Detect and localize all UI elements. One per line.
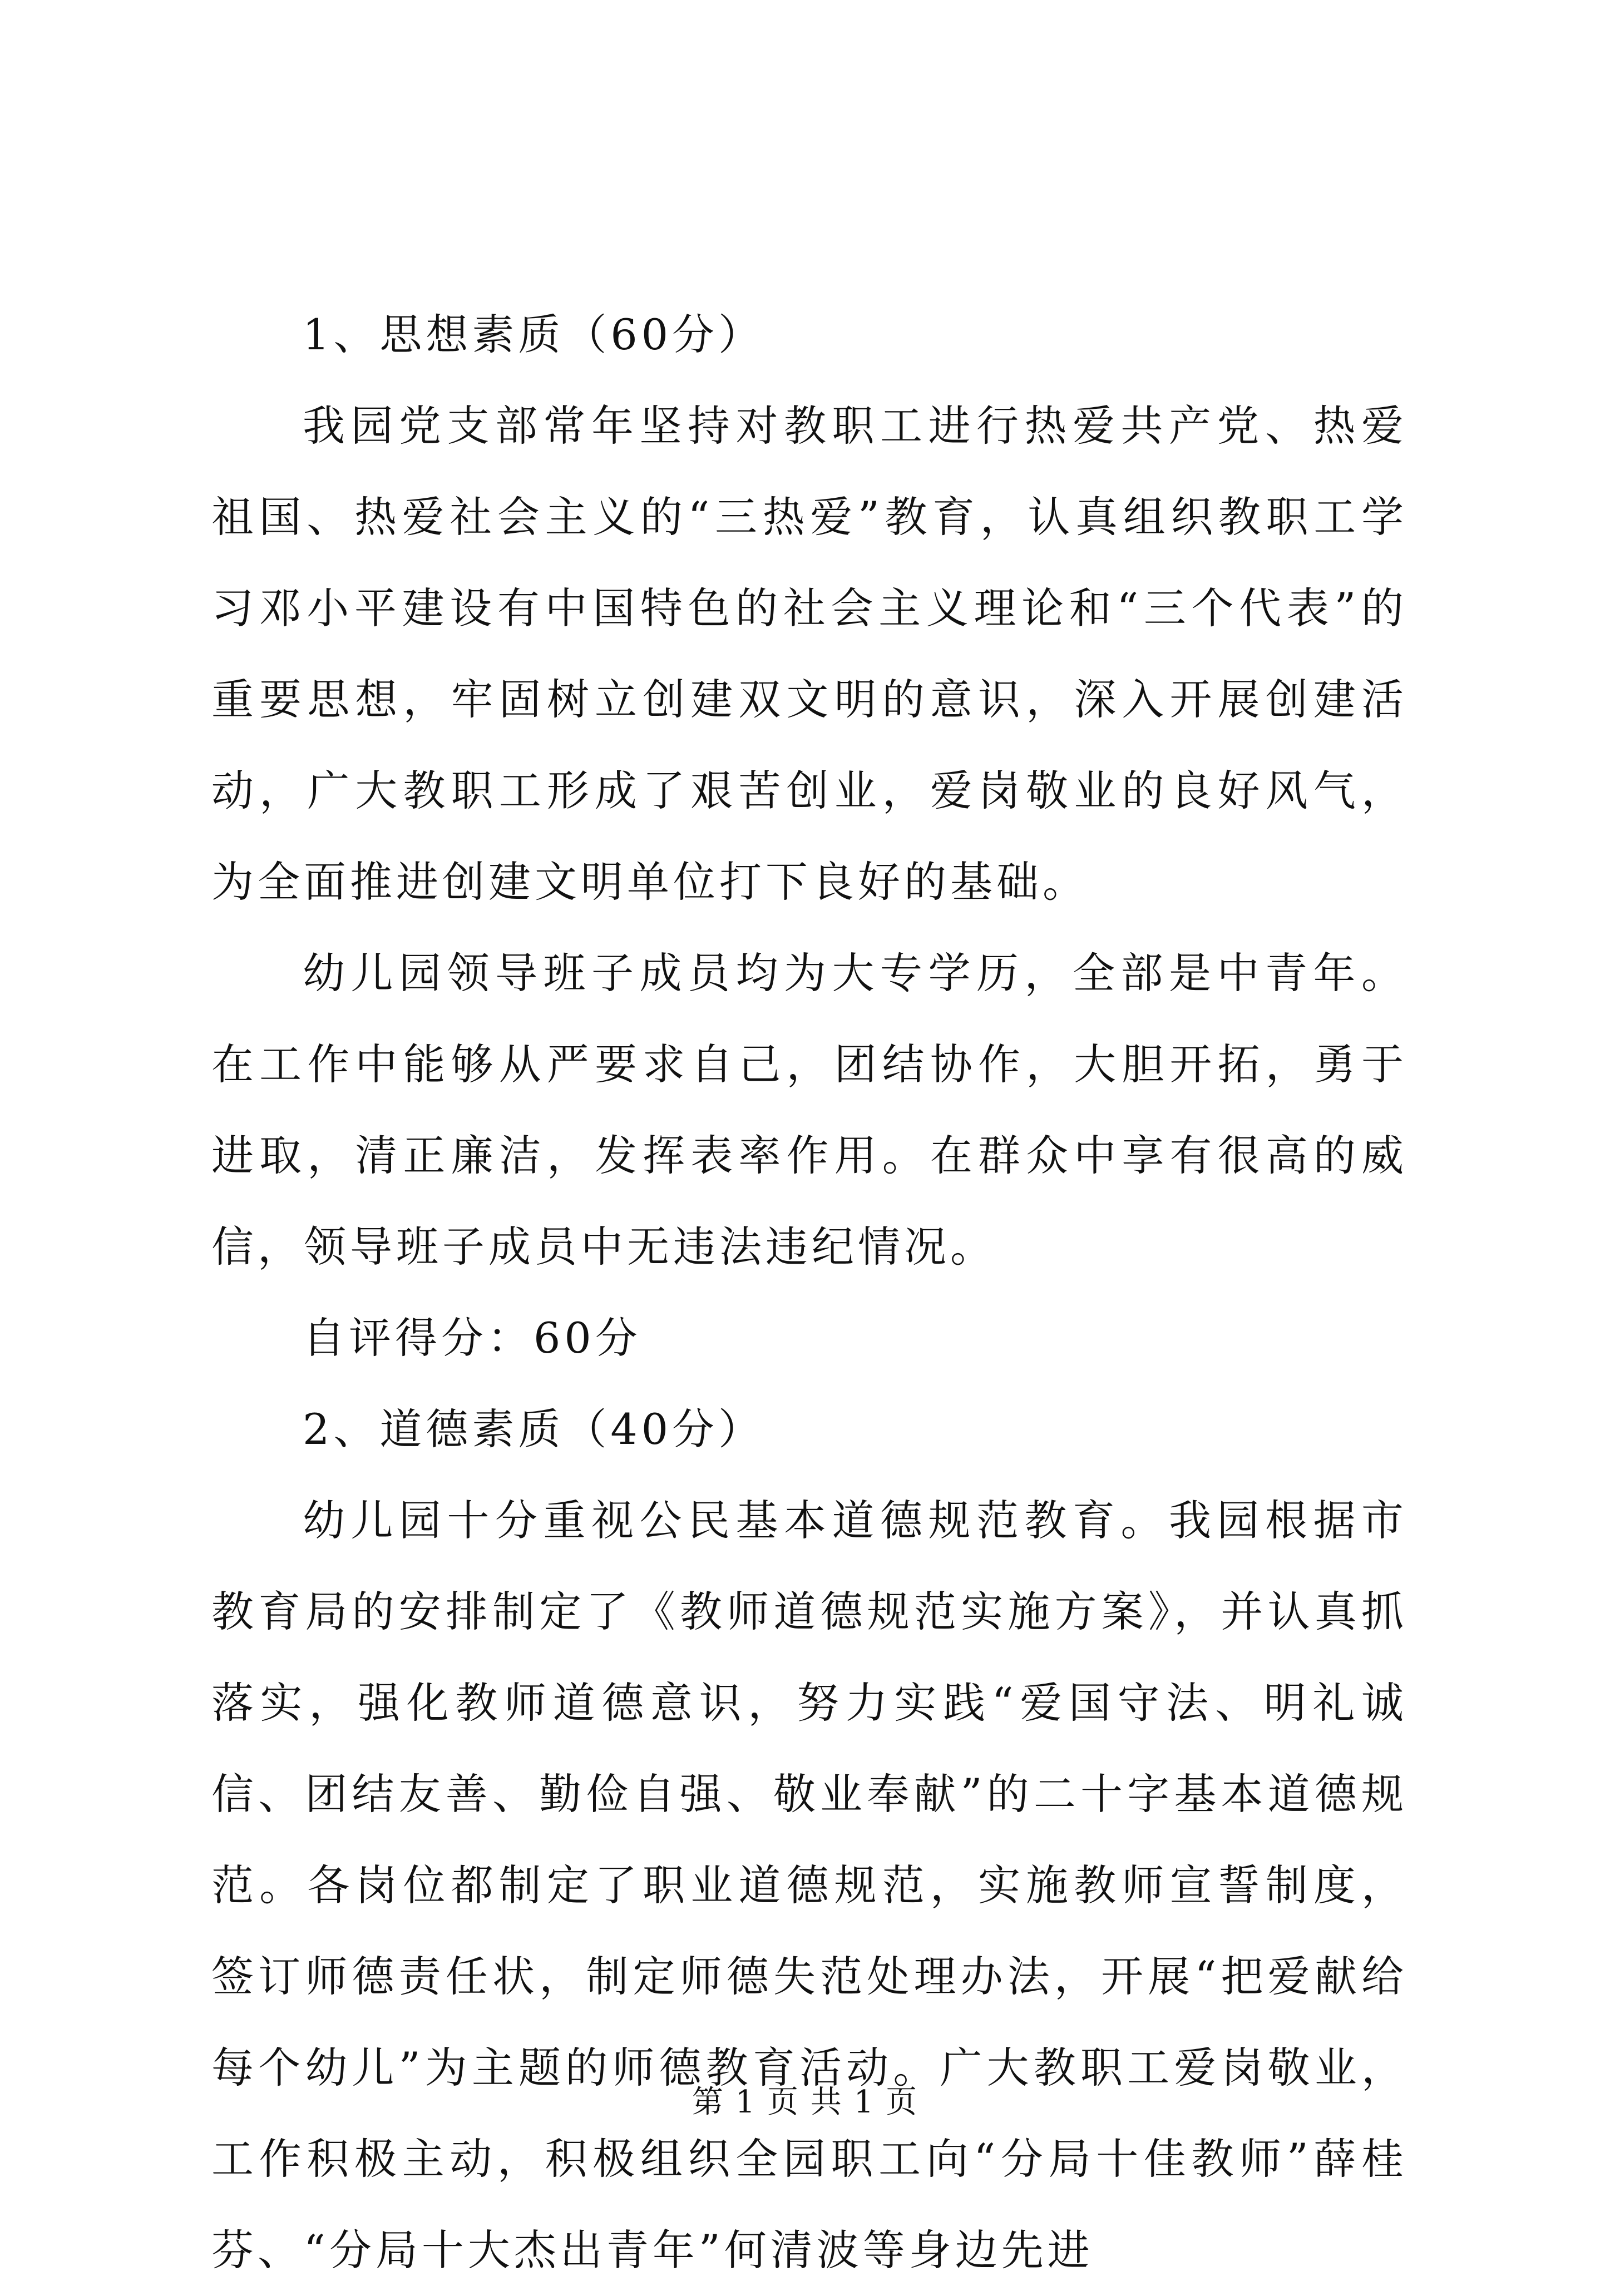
self-evaluation-score: 自评得分：60分 xyxy=(303,1313,641,1363)
page-footer: 第 1 页 共 1 页 xyxy=(692,2084,918,2120)
section-heading-ideological-quality: 1、思想素质（60分） xyxy=(303,310,765,359)
document-body xyxy=(211,289,1407,2296)
paragraph-moral-education: 幼儿园十分重视公民基本道德规范教育。我园根据市教育局的安排制定了《教师道德规范实施方案》，并认真抓落实，强化教师道德意识，努力实践“爱国守法、明礼诚信、团结友善、勤俭自强、敬业奉献”的二十字基本道德规范。各岗位都制定了职业道德规范，实施教师宣誓制度，签订师德责任状，制定师德失范处理办法，开展“把爱献给每个幼儿”为主题的师德教育活动。广大教职工爱岗敬业，工作积极主动，积极组织全园职工向“分局十佳教师”薛桂芬、“分局十大杰出青年”何清波等身边先进 xyxy=(211,1496,1407,2275)
paragraph-party-branch-education: 我园党支部常年坚持对教职工进行热爱共产党、热爱祖国、热爱社会主义的“三热爱”教育，认真组织教职工学习邓小平建设有中国特色的社会主义理论和“三个代表”的重要思想，牢固树立创建双文明的意识，深入开展创建活动，广大教职工形成了艰苦创业，爱岗敬业的良好风气，为全面推进创建文明单位打下良好的基础。 xyxy=(211,401,1407,907)
section-heading-moral-quality: 2、道德素质（40分） xyxy=(303,1404,765,1454)
paragraph-leadership-team: 幼儿园领导班子成员均为大专学历，全部是中青年。在工作中能够从严要求自己，团结协作，大胆开拓，勇于进取，清正廉洁，发挥表率作用。在群众中享有很高的威信，领导班子成员中无违法违纪情况。 xyxy=(211,948,1407,1271)
